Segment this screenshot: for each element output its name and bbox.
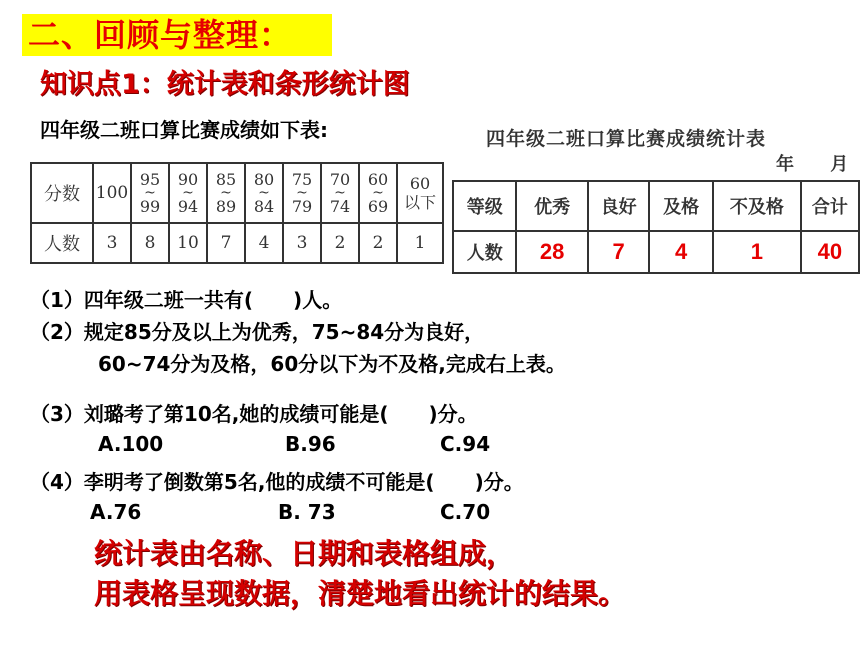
- q3-option-b: B.96: [285, 432, 336, 456]
- q4-option-a: A.76: [90, 500, 142, 524]
- answer-value: 40: [817, 239, 843, 264]
- stat-header-cell: 不及格: [713, 181, 801, 231]
- count-cell: 2: [321, 223, 359, 263]
- question-1: （1）四年级二班一共有( )人。: [30, 288, 343, 312]
- count-cell: 2: [359, 223, 397, 263]
- q4-option-c: C.70: [440, 500, 491, 524]
- question-2-line-1: （2）规定85分及以上为优秀，75~84分为良好，: [30, 320, 485, 344]
- count-row-label: 人数: [31, 223, 93, 263]
- answer-value: 7: [612, 239, 625, 264]
- answer-value: 1: [750, 239, 763, 264]
- stat-header-cell: 优秀: [516, 181, 587, 231]
- count-cell: 8: [131, 223, 169, 263]
- grade-stat-table: [452, 180, 860, 274]
- table-row: [453, 181, 859, 231]
- score-range-cell: 85 ~ 89: [207, 163, 245, 223]
- stat-row-label: 人数: [453, 231, 516, 273]
- score-range-cell: 95 ~ 99: [131, 163, 169, 223]
- question-4: （4）李明考了倒数第5名,他的成绩不可能是( )分。: [30, 470, 524, 494]
- stat-value-cell: [801, 231, 859, 273]
- table-row: [31, 223, 443, 263]
- answer-value: 28: [539, 239, 565, 264]
- count-cell: 3: [283, 223, 321, 263]
- knowledge-point-heading: 知识点1：统计表和条形统计图: [40, 69, 410, 100]
- stat-header-cell: 良好: [588, 181, 650, 231]
- stat-header-cell: 合计: [801, 181, 859, 231]
- stat-value-cell: [649, 231, 712, 273]
- stat-value-cell: [516, 231, 587, 273]
- section-title: 二、回顾与整理：: [22, 14, 332, 56]
- q4-option-b: B. 73: [278, 500, 336, 524]
- score-range-cell: 70 ~ 74: [321, 163, 359, 223]
- stat-table-title: 四年级二班口算比赛成绩统计表: [486, 128, 767, 150]
- answer-value: 4: [674, 239, 688, 264]
- q3-option-c: C.94: [440, 432, 491, 456]
- score-range-cell: 60 ~ 69: [359, 163, 397, 223]
- count-cell: 4: [245, 223, 283, 263]
- question-2-line-2: 60~74分为及格，60分以下为不及格,完成右上表。: [98, 352, 566, 376]
- count-cell: 10: [169, 223, 207, 263]
- score-header-label: 分数: [31, 163, 93, 223]
- intro-text: 四年级二班口算比赛成绩如下表:: [40, 118, 328, 142]
- table-row: [453, 231, 859, 273]
- stat-table-date: 年 月: [776, 154, 849, 175]
- score-distribution-table: [30, 162, 444, 264]
- score-range-cell: 75 ~ 79: [283, 163, 321, 223]
- score-range-cell: 60 以下: [397, 163, 443, 223]
- count-cell: 3: [93, 223, 131, 263]
- summary-line-1: 统计表由名称、日期和表格组成，: [94, 537, 515, 570]
- score-range-cell: 80 ~ 84: [245, 163, 283, 223]
- score-range-cell: 100: [93, 163, 131, 223]
- table-row: [31, 163, 443, 223]
- summary-line-2: 用表格呈现数据，清楚地看出统计的结果。: [94, 577, 627, 610]
- stat-value-cell: [588, 231, 650, 273]
- q3-option-a: A.100: [98, 432, 164, 456]
- stat-header-cell: 及格: [649, 181, 712, 231]
- stat-value-cell: [713, 231, 801, 273]
- score-range-cell: 90 ~ 94: [169, 163, 207, 223]
- question-3: （3）刘璐考了第10名,她的成绩可能是( )分。: [30, 402, 478, 426]
- stat-header-cell: 等级: [453, 181, 516, 231]
- count-cell: 1: [397, 223, 443, 263]
- count-cell: 7: [207, 223, 245, 263]
